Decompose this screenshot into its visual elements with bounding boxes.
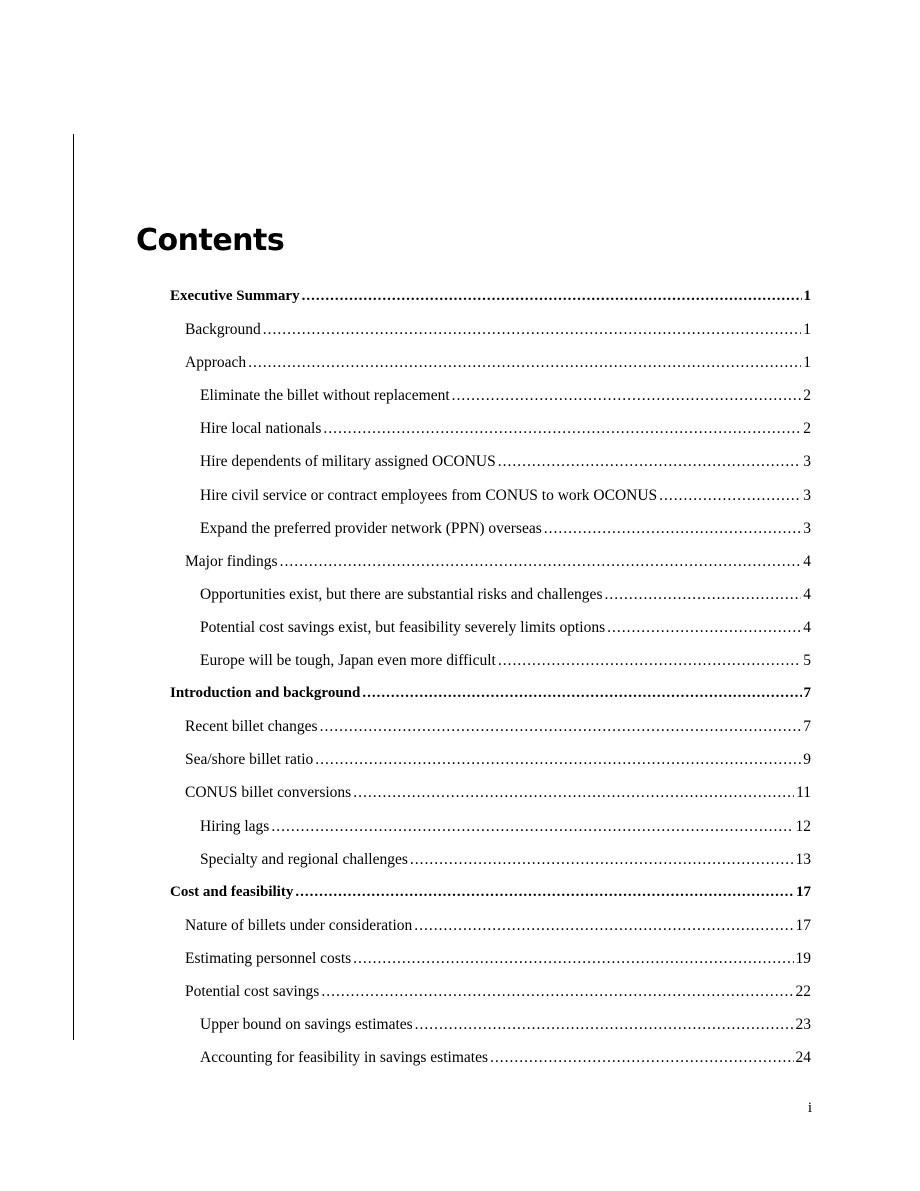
toc-leader-dots xyxy=(320,710,802,743)
toc-page-number[interactable]: 24 xyxy=(795,1049,811,1067)
toc-leader-dots xyxy=(414,909,793,942)
toc-entry-title[interactable]: Upper bound on savings estimates xyxy=(200,1016,413,1034)
toc-page-number[interactable]: 3 xyxy=(803,486,811,504)
toc-entry[interactable] xyxy=(0,1008,920,1041)
toc-entry-title[interactable]: CONUS billet conversions xyxy=(185,784,352,802)
toc-entry[interactable] xyxy=(0,346,920,379)
toc-entry-title[interactable]: Accounting for feasibility in savings estimates xyxy=(200,1049,488,1067)
toc-entry-title[interactable]: Recent billet changes xyxy=(185,718,318,736)
toc-entry-title[interactable]: Hire local nationals xyxy=(200,420,322,438)
toc-entry-title[interactable]: Europe will be tough, Japan even more difficult xyxy=(200,652,496,670)
toc-entry[interactable] xyxy=(0,479,920,512)
toc-leader-dots xyxy=(271,810,793,843)
toc-page-number[interactable]: 2 xyxy=(803,387,811,405)
toc-entry-title[interactable]: Estimating personnel costs xyxy=(185,949,352,967)
toc-entry-title[interactable]: Specialty and regional challenges xyxy=(200,850,408,868)
toc-leader-dots xyxy=(659,479,801,512)
toc-entry-title[interactable]: Potential cost savings xyxy=(185,982,320,1000)
toc-leader-dots xyxy=(321,975,793,1008)
toc-entry-title[interactable]: Hire civil service or contract employees from CONUS to work OCONUS xyxy=(200,486,658,504)
toc-leader-dots xyxy=(323,412,801,445)
toc-page-number[interactable]: 4 xyxy=(803,618,811,636)
toc-entry[interactable] xyxy=(0,710,920,743)
toc-entry[interactable] xyxy=(0,280,920,313)
toc-entry[interactable] xyxy=(0,776,920,809)
page-title: Contents xyxy=(136,223,285,258)
toc-leader-dots xyxy=(410,843,794,876)
toc-entry-title[interactable]: Executive Summary xyxy=(170,288,300,304)
toc-entry-title[interactable]: Sea/shore billet ratio xyxy=(185,751,314,769)
toc-entry[interactable] xyxy=(0,909,920,942)
toc-page-number[interactable]: 1 xyxy=(803,288,811,304)
toc-entry[interactable] xyxy=(0,942,920,975)
toc-entry[interactable] xyxy=(0,1041,920,1074)
toc-entry-title[interactable]: Opportunities exist, but there are substantial risks and challenges xyxy=(200,585,603,603)
toc-entry-title[interactable]: Nature of billets under consideration xyxy=(185,916,413,934)
toc-entry[interactable] xyxy=(0,843,920,876)
toc-entry[interactable] xyxy=(0,313,920,346)
toc-entry[interactable] xyxy=(0,379,920,412)
toc-entry[interactable] xyxy=(0,876,920,909)
toc-page-number[interactable]: 22 xyxy=(795,982,811,1000)
toc-entry-title[interactable]: Expand the preferred provider network (PPN) overseas xyxy=(200,519,542,537)
toc-page-number[interactable]: 7 xyxy=(803,718,811,736)
toc-entry-title[interactable]: Potential cost savings exist, but feasibility severely limits options xyxy=(200,618,606,636)
toc-page-number[interactable]: 2 xyxy=(803,420,811,438)
toc-leader-dots xyxy=(280,545,802,578)
toc-page-number[interactable]: 17 xyxy=(795,916,811,934)
toc-page-number[interactable]: 13 xyxy=(795,850,811,868)
page-number-footer: i xyxy=(807,1100,812,1116)
toc-entry-title[interactable]: Eliminate the billet without replacement xyxy=(200,387,450,405)
toc-entry[interactable] xyxy=(0,975,920,1008)
toc-leader-dots xyxy=(295,876,794,909)
toc-entry[interactable] xyxy=(0,545,920,578)
toc-leader-dots xyxy=(604,578,801,611)
toc-entry[interactable] xyxy=(0,512,920,545)
toc-page-number[interactable]: 4 xyxy=(803,552,811,570)
toc-page-number[interactable]: 4 xyxy=(803,585,811,603)
toc-entry[interactable] xyxy=(0,445,920,478)
toc-entry-title[interactable]: Approach xyxy=(185,354,247,372)
toc-entry[interactable] xyxy=(0,810,920,843)
toc-entry[interactable] xyxy=(0,743,920,776)
toc-page-number[interactable]: 19 xyxy=(795,949,811,967)
toc-leader-dots xyxy=(544,512,802,545)
toc-page-number[interactable]: 12 xyxy=(795,817,811,835)
toc-entry[interactable] xyxy=(0,644,920,677)
toc-page-number[interactable]: 5 xyxy=(803,652,811,670)
toc-leader-dots xyxy=(498,445,802,478)
toc-page-number[interactable]: 9 xyxy=(803,751,811,769)
toc-page-number[interactable]: 3 xyxy=(803,519,811,537)
toc-leader-dots xyxy=(302,280,802,313)
table-of-contents xyxy=(0,280,920,1074)
toc-page-number[interactable]: 11 xyxy=(796,784,811,802)
toc-leader-dots xyxy=(263,313,801,346)
toc-entry[interactable] xyxy=(0,677,920,710)
toc-leader-dots xyxy=(315,743,801,776)
toc-leader-dots xyxy=(248,346,801,379)
toc-leader-dots xyxy=(415,1008,794,1041)
toc-leader-dots xyxy=(353,776,794,809)
toc-entry-title[interactable]: Hiring lags xyxy=(200,817,270,835)
toc-page-number[interactable]: 1 xyxy=(803,321,811,339)
toc-entry-title[interactable]: Major findings xyxy=(185,552,278,570)
toc-entry-title[interactable]: Cost and feasibility xyxy=(170,883,294,900)
toc-leader-dots xyxy=(353,942,793,975)
toc-page-number[interactable]: 23 xyxy=(795,1016,811,1034)
toc-leader-dots xyxy=(490,1041,794,1074)
toc-page-number[interactable]: 7 xyxy=(803,685,811,702)
toc-leader-dots xyxy=(362,677,801,710)
toc-leader-dots xyxy=(607,611,801,644)
toc-entry-title[interactable]: Background xyxy=(185,321,261,339)
toc-entry-title[interactable]: Introduction and background xyxy=(170,685,361,702)
toc-page-number[interactable]: 17 xyxy=(796,883,811,900)
toc-entry[interactable] xyxy=(0,412,920,445)
toc-leader-dots xyxy=(452,379,802,412)
toc-entry[interactable] xyxy=(0,578,920,611)
toc-entry-title[interactable]: Hire dependents of military assigned OCONUS xyxy=(200,453,496,471)
toc-page-number[interactable]: 1 xyxy=(803,354,811,372)
toc-page-number[interactable]: 3 xyxy=(803,453,811,471)
toc-leader-dots xyxy=(498,644,801,677)
toc-entry[interactable] xyxy=(0,611,920,644)
